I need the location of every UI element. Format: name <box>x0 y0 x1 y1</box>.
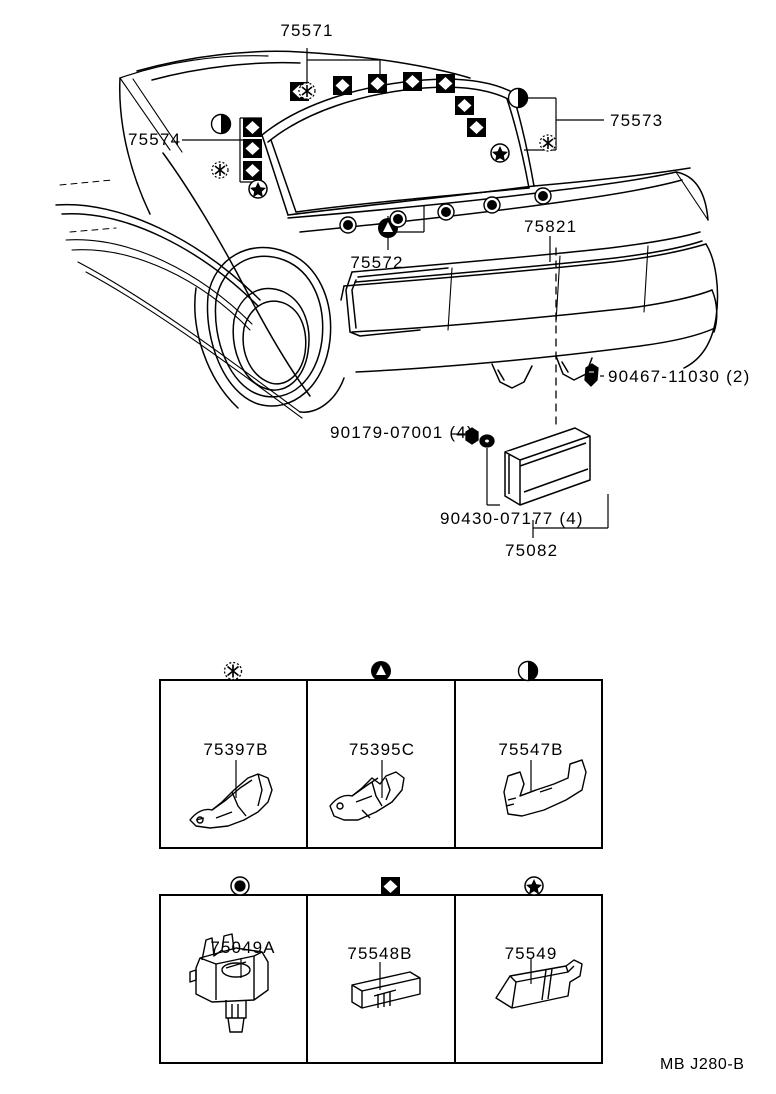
legend-marker-75549 <box>525 877 543 895</box>
callout-label-75573: 75573 <box>610 111 664 130</box>
callout-label-75572: 75572 <box>350 253 404 272</box>
legend-part-number-75395C: 75395C <box>348 740 416 759</box>
legend-part-number-75549: 75549 <box>504 944 558 963</box>
callout-label-75082: 75082 <box>505 541 559 560</box>
legend-part-drawing-75549 <box>496 960 582 1008</box>
legend-marker-75548B <box>381 877 400 896</box>
legend-part-drawing-75547B <box>504 760 586 816</box>
legend-part-number-75548B: 75548B <box>347 944 413 963</box>
callout-label-75571: 75571 <box>280 21 334 40</box>
callout-label-75574: 75574 <box>128 130 182 149</box>
legend-part-drawing-75395C <box>330 772 404 820</box>
legend-part-drawing-75548B <box>352 972 420 1008</box>
legend-part-number-75397B: 75397B <box>203 740 269 759</box>
legend-marker-75049A <box>231 877 249 895</box>
callout-label-90430: 90430-07177 (4) <box>440 509 584 528</box>
callout-label-75821: 75821 <box>524 217 578 236</box>
diagram-code: MB J280-B <box>660 1056 745 1073</box>
legend-marker-75547B <box>519 662 538 681</box>
legend-marker-75397B <box>225 663 242 680</box>
legend-part-number-75049A: 75049A <box>210 938 276 957</box>
legend-part-number-75547B: 75547B <box>498 740 564 759</box>
callout-label-90467: 90467-11030 (2) <box>608 367 751 386</box>
legend-part-drawing-75397B <box>190 774 272 828</box>
callout-label-90179: 90179-07001 (4) <box>330 423 474 442</box>
legend-marker-75395C <box>371 661 391 681</box>
